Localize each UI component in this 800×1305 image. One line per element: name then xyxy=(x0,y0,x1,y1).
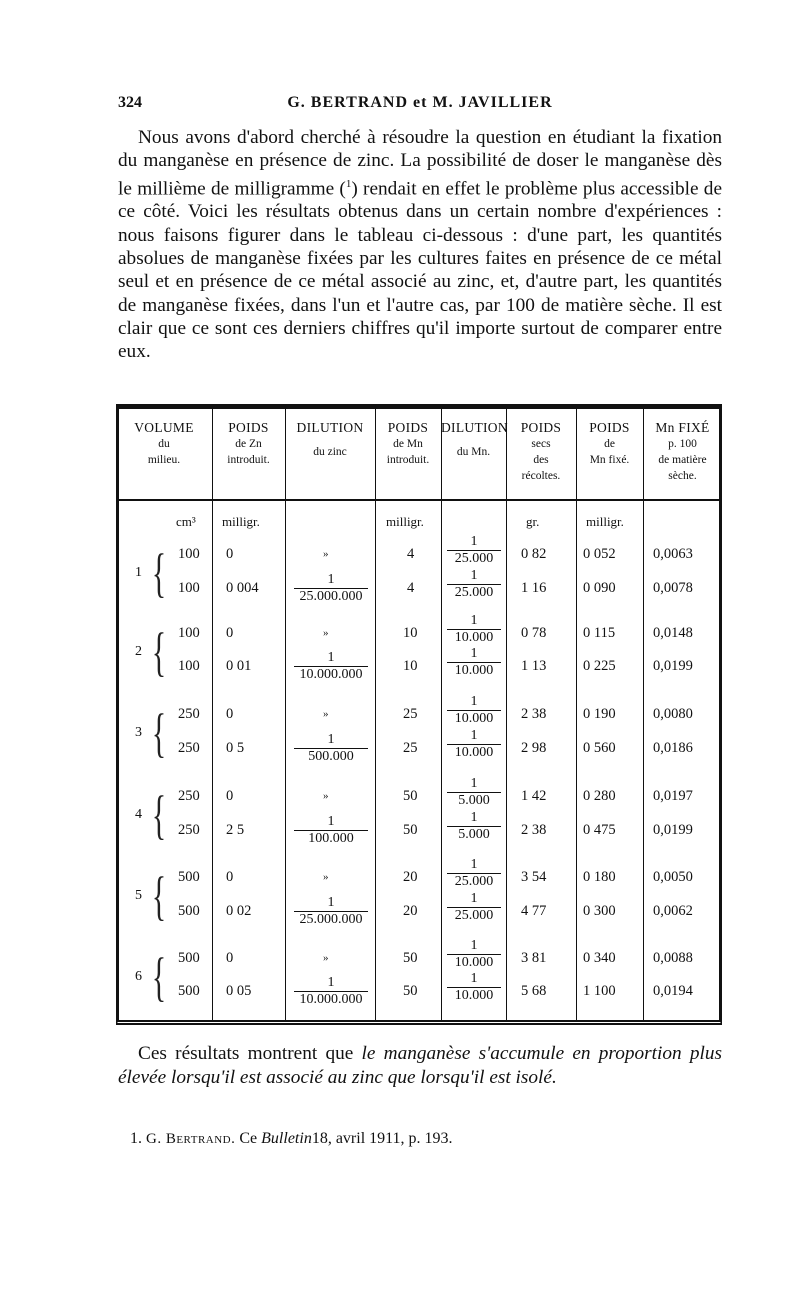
fraction-numerator: 1 xyxy=(470,938,478,953)
volume-cell: 500 xyxy=(178,983,200,999)
footnote-ce: Ce xyxy=(239,1130,258,1147)
running-header xyxy=(118,94,722,114)
pct-cell: 0,0194 xyxy=(653,983,693,999)
results-table xyxy=(116,404,722,1025)
brace-icon: { xyxy=(151,785,167,845)
zn-dilution-cell: » xyxy=(323,952,329,964)
fraction-numerator: 1 xyxy=(327,975,335,990)
fraction-numerator: 1 xyxy=(327,895,335,910)
fraction-denominator: 10.000 xyxy=(447,954,501,970)
column-header xyxy=(285,420,375,474)
mn-fixe-cell: 0 560 xyxy=(583,740,616,756)
mn-cell: 10 xyxy=(403,658,418,674)
zn-dilution-fraction xyxy=(290,732,372,764)
fraction-denominator: 25.000 xyxy=(447,907,501,923)
fraction-numerator: 1 xyxy=(327,814,335,829)
recolte-cell: 0 78 xyxy=(521,625,547,641)
zn-cell: 0 5 xyxy=(226,740,245,756)
fraction-denominator: 10.000 xyxy=(447,629,501,645)
pct-cell: 0,0197 xyxy=(653,788,693,804)
fraction-numerator: 1 xyxy=(470,568,478,583)
header-line: du Mn. xyxy=(456,446,491,458)
mn-dilution-fraction xyxy=(443,694,505,726)
mn-cell: 50 xyxy=(403,788,418,804)
group-label: 5 xyxy=(135,888,142,903)
pct-cell: 0,0088 xyxy=(653,950,693,966)
recolte-cell: 3 81 xyxy=(521,950,547,966)
volume-cell: 100 xyxy=(178,658,200,674)
recolte-cell: 2 98 xyxy=(521,740,547,756)
volume-cell: 500 xyxy=(178,950,200,966)
footnote xyxy=(130,1130,453,1148)
header-line xyxy=(285,460,375,474)
mn-fixe-cell: 0 052 xyxy=(583,546,616,562)
fraction-numerator: 1 xyxy=(470,534,478,549)
intro-text-1: Nous avons d'abord cherché à résoudre la question en étudiant la fixation du manganèse en présence de zinc. La possibilité de doser le manganèse dès le millième de milligramme ( xyxy=(118,127,722,200)
mn-fixe-cell: 0 115 xyxy=(583,625,616,641)
header-line: de matière xyxy=(658,454,707,466)
column-header xyxy=(441,420,506,474)
conclusion-emphasis: le manganèse s'accumule en proportion plus élevée lorsqu'il est associé au zinc que lorsqu'il est isolé. xyxy=(118,1043,722,1088)
mn-cell: 25 xyxy=(403,740,418,756)
mn-fixe-cell: 0 190 xyxy=(583,706,616,722)
fraction-numerator: 1 xyxy=(327,572,335,587)
header-line: VOLUME xyxy=(134,420,194,435)
footnote-journal: Bulletin xyxy=(261,1130,312,1147)
running-title: G. BERTRAND et M. JAVILLIER xyxy=(287,94,553,111)
intro-text-2: ) rendait en effet le problème plus accessible de ce côté. Voici les résultats obtenus dans un certain nombre d'expériences : nous faisons figurer dans le tableau ci-dessous : d'une part, les quantités absolues de manganèse fixées par les cultures faites en présence de ce métal seul et en présence de ce métal associé au zinc, et, d'autre part, les quantités de manganèse fixées, dans l'un et l'autre cas, par 100 de matière sèche. Il est clair que ce sont ces derniers chiffres qu'il importe surtout de comparer entre eux. xyxy=(118,178,723,363)
header-line: sèche. xyxy=(668,470,697,482)
unit-volume: cm³ xyxy=(176,514,196,529)
footnote-rest: 18, avril 1911, p. 193. xyxy=(311,1130,453,1147)
brace-icon: { xyxy=(151,947,167,1007)
column-header xyxy=(212,420,285,468)
unit-mn: milligr. xyxy=(386,514,424,529)
zn-cell: 2 5 xyxy=(226,822,245,838)
mn-fixe-cell: 0 475 xyxy=(583,822,616,838)
zn-dilution-fraction xyxy=(290,572,372,604)
volume-cell: 250 xyxy=(178,740,200,756)
fraction-denominator: 10.000 xyxy=(447,662,501,678)
column-header xyxy=(576,420,643,468)
fraction-numerator: 1 xyxy=(327,650,335,665)
mn-dilution-fraction xyxy=(443,891,505,923)
volume-cell: 100 xyxy=(178,580,200,596)
footnote-number: 1. xyxy=(130,1130,142,1147)
column-divider xyxy=(441,409,442,1020)
zn-cell: 0 xyxy=(226,625,234,641)
header-line: de Mn xyxy=(393,438,423,450)
header-line: introduit. xyxy=(227,454,270,466)
fraction-numerator: 1 xyxy=(470,646,478,661)
intro-paragraph xyxy=(118,126,722,363)
header-line: milieu. xyxy=(147,454,181,466)
zn-dilution-cell: » xyxy=(323,708,329,720)
zn-dilution-cell: » xyxy=(323,627,329,639)
column-header xyxy=(506,420,576,484)
column-divider xyxy=(506,409,507,1020)
mn-dilution-fraction xyxy=(443,568,505,600)
recolte-cell: 2 38 xyxy=(521,822,547,838)
header-line: POIDS xyxy=(228,420,269,435)
fraction-denominator: 25.000 xyxy=(447,873,501,889)
mn-dilution-fraction xyxy=(443,534,505,566)
mn-dilution-fraction xyxy=(443,938,505,970)
mn-fixe-cell: 1 100 xyxy=(583,983,616,999)
column-divider xyxy=(643,409,644,1020)
fraction-denominator: 10.000 xyxy=(447,744,501,760)
pct-cell: 0,0199 xyxy=(653,822,693,838)
recolte-cell: 0 82 xyxy=(521,546,547,562)
fraction-denominator: 10.000 xyxy=(447,710,501,726)
fraction-numerator: 1 xyxy=(470,971,478,986)
recolte-cell: 1 42 xyxy=(521,788,547,804)
group-label: 6 xyxy=(135,968,142,984)
fraction-denominator: 10.000 xyxy=(447,987,501,1003)
header-separator xyxy=(116,499,722,501)
zn-cell: 0 xyxy=(226,788,234,804)
group-label: 3 xyxy=(135,725,142,740)
fraction-denominator: 500.000 xyxy=(294,748,368,764)
pct-cell: 0,0148 xyxy=(653,625,693,641)
header-line: de Zn xyxy=(235,438,262,450)
zn-dilution-cell: » xyxy=(323,871,329,883)
zn-cell: 0 xyxy=(226,546,234,562)
mn-dilution-fraction xyxy=(443,776,505,808)
column-divider xyxy=(285,409,286,1020)
pct-cell: 0,0186 xyxy=(653,740,693,756)
zn-cell: 0 xyxy=(226,950,234,966)
table-border xyxy=(116,404,722,1025)
fraction-denominator: 25.000 xyxy=(447,584,501,600)
group-label: 1 xyxy=(135,565,142,580)
pct-cell: 0,0062 xyxy=(653,903,693,919)
header-line: des xyxy=(533,454,549,466)
mn-fixe-cell: 0 280 xyxy=(583,788,616,804)
column-divider xyxy=(212,409,213,1020)
volume-cell: 250 xyxy=(178,706,200,722)
header-line: Mn fixé. xyxy=(589,454,630,466)
mn-dilution-fraction xyxy=(443,810,505,842)
volume-cell: 500 xyxy=(178,903,200,919)
recolte-cell: 2 38 xyxy=(521,706,547,722)
zn-cell: 0 004 xyxy=(226,580,259,596)
recolte-cell: 1 16 xyxy=(521,580,547,596)
mn-cell: 4 xyxy=(407,580,415,596)
mn-cell: 4 xyxy=(407,546,415,562)
zn-cell: 0 05 xyxy=(226,983,252,999)
fraction-numerator: 1 xyxy=(470,857,478,872)
volume-cell: 100 xyxy=(178,625,200,641)
mn-dilution-fraction xyxy=(443,971,505,1003)
page-number: 324 xyxy=(118,94,142,111)
volume-cell: 500 xyxy=(178,869,200,885)
header-line: récoltes. xyxy=(521,470,561,482)
fraction-denominator: 25.000 xyxy=(447,550,501,566)
recolte-cell: 4 77 xyxy=(521,903,547,919)
mn-cell: 25 xyxy=(403,706,418,722)
unit-mn-fixe: milligr. xyxy=(586,514,624,529)
mn-cell: 50 xyxy=(403,983,418,999)
recolte-cell: 1 13 xyxy=(521,658,547,674)
header-line: POIDS xyxy=(520,420,562,435)
header-line: de xyxy=(604,438,615,450)
brace-icon: { xyxy=(151,622,167,682)
mn-cell: 20 xyxy=(403,869,418,885)
fraction-denominator: 10.000.000 xyxy=(294,666,368,682)
column-header xyxy=(116,420,212,468)
recolte-cell: 5 68 xyxy=(521,983,547,999)
volume-cell: 250 xyxy=(178,822,200,838)
fraction-numerator: 1 xyxy=(470,810,478,825)
pct-cell: 0,0050 xyxy=(653,869,693,885)
pct-cell: 0,0199 xyxy=(653,658,693,674)
mn-fixe-cell: 0 300 xyxy=(583,903,616,919)
fraction-numerator: 1 xyxy=(470,694,478,709)
zn-cell: 0 xyxy=(226,869,234,885)
header-line: du xyxy=(158,438,170,450)
header-line: POIDS xyxy=(387,420,429,435)
volume-cell: 100 xyxy=(178,546,200,562)
zn-cell: 0 01 xyxy=(226,658,252,674)
fraction-denominator: 25.000.000 xyxy=(294,911,368,927)
column-header xyxy=(643,420,722,484)
zn-cell: 0 02 xyxy=(226,903,252,919)
fraction-numerator: 1 xyxy=(470,613,478,628)
volume-cell: 250 xyxy=(178,788,200,804)
zn-dilution-cell: » xyxy=(323,790,329,802)
fraction-denominator: 5.000 xyxy=(447,826,501,842)
header-line xyxy=(441,460,506,474)
recolte-cell: 3 54 xyxy=(521,869,547,885)
conclusion-text: Ces résultats montrent que xyxy=(138,1043,362,1064)
column-divider xyxy=(576,409,577,1020)
header-line: du zinc xyxy=(313,446,347,458)
fraction-numerator: 1 xyxy=(470,728,478,743)
column-divider xyxy=(375,409,376,1020)
mn-cell: 10 xyxy=(403,625,418,641)
zn-dilution-cell: » xyxy=(323,548,329,560)
header-line: Mn FIXÉ xyxy=(655,420,710,435)
unit-recolte: gr. xyxy=(526,514,540,529)
mn-cell: 50 xyxy=(403,822,418,838)
zn-dilution-fraction xyxy=(290,814,372,846)
group-label: 4 xyxy=(135,807,142,822)
fraction-denominator: 25.000.000 xyxy=(294,588,368,604)
zn-dilution-fraction xyxy=(290,975,372,1007)
header-line: DILUTION xyxy=(296,420,364,435)
zn-dilution-fraction xyxy=(290,650,372,682)
header-line: introduit. xyxy=(386,454,430,466)
fraction-numerator: 1 xyxy=(470,776,478,791)
header-line: secs xyxy=(531,438,551,450)
fraction-numerator: 1 xyxy=(470,891,478,906)
mn-cell: 50 xyxy=(403,950,418,966)
column-header xyxy=(375,420,441,468)
mn-fixe-cell: 0 180 xyxy=(583,869,616,885)
mn-dilution-fraction xyxy=(443,728,505,760)
mn-cell: 20 xyxy=(403,903,418,919)
mn-fixe-cell: 0 090 xyxy=(583,580,616,596)
pct-cell: 0,0078 xyxy=(653,580,693,596)
fraction-numerator: 1 xyxy=(327,732,335,747)
footnote-author: G. Bertrand. xyxy=(146,1131,236,1147)
brace-icon: { xyxy=(151,866,167,926)
header-line: DILUTION xyxy=(441,420,508,435)
mn-dilution-fraction xyxy=(443,646,505,678)
fraction-denominator: 10.000.000 xyxy=(294,991,368,1007)
fraction-denominator: 5.000 xyxy=(447,792,501,808)
conclusion-paragraph xyxy=(118,1042,722,1089)
unit-zn: milligr. xyxy=(222,514,260,529)
header-line: POIDS xyxy=(589,420,630,435)
footnote-ref: 1 xyxy=(345,177,352,190)
brace-icon: { xyxy=(151,703,167,763)
mn-fixe-cell: 0 340 xyxy=(583,950,616,966)
zn-cell: 0 xyxy=(226,706,234,722)
header-line: p. 100 xyxy=(668,438,697,450)
fraction-denominator: 100.000 xyxy=(294,830,368,846)
mn-dilution-fraction xyxy=(443,613,505,645)
mn-fixe-cell: 0 225 xyxy=(583,658,616,674)
pct-cell: 0,0063 xyxy=(653,546,693,562)
mn-dilution-fraction xyxy=(443,857,505,889)
zn-dilution-fraction xyxy=(290,895,372,927)
group-label: 2 xyxy=(135,643,142,659)
brace-icon: { xyxy=(151,543,167,603)
pct-cell: 0,0080 xyxy=(653,706,693,722)
